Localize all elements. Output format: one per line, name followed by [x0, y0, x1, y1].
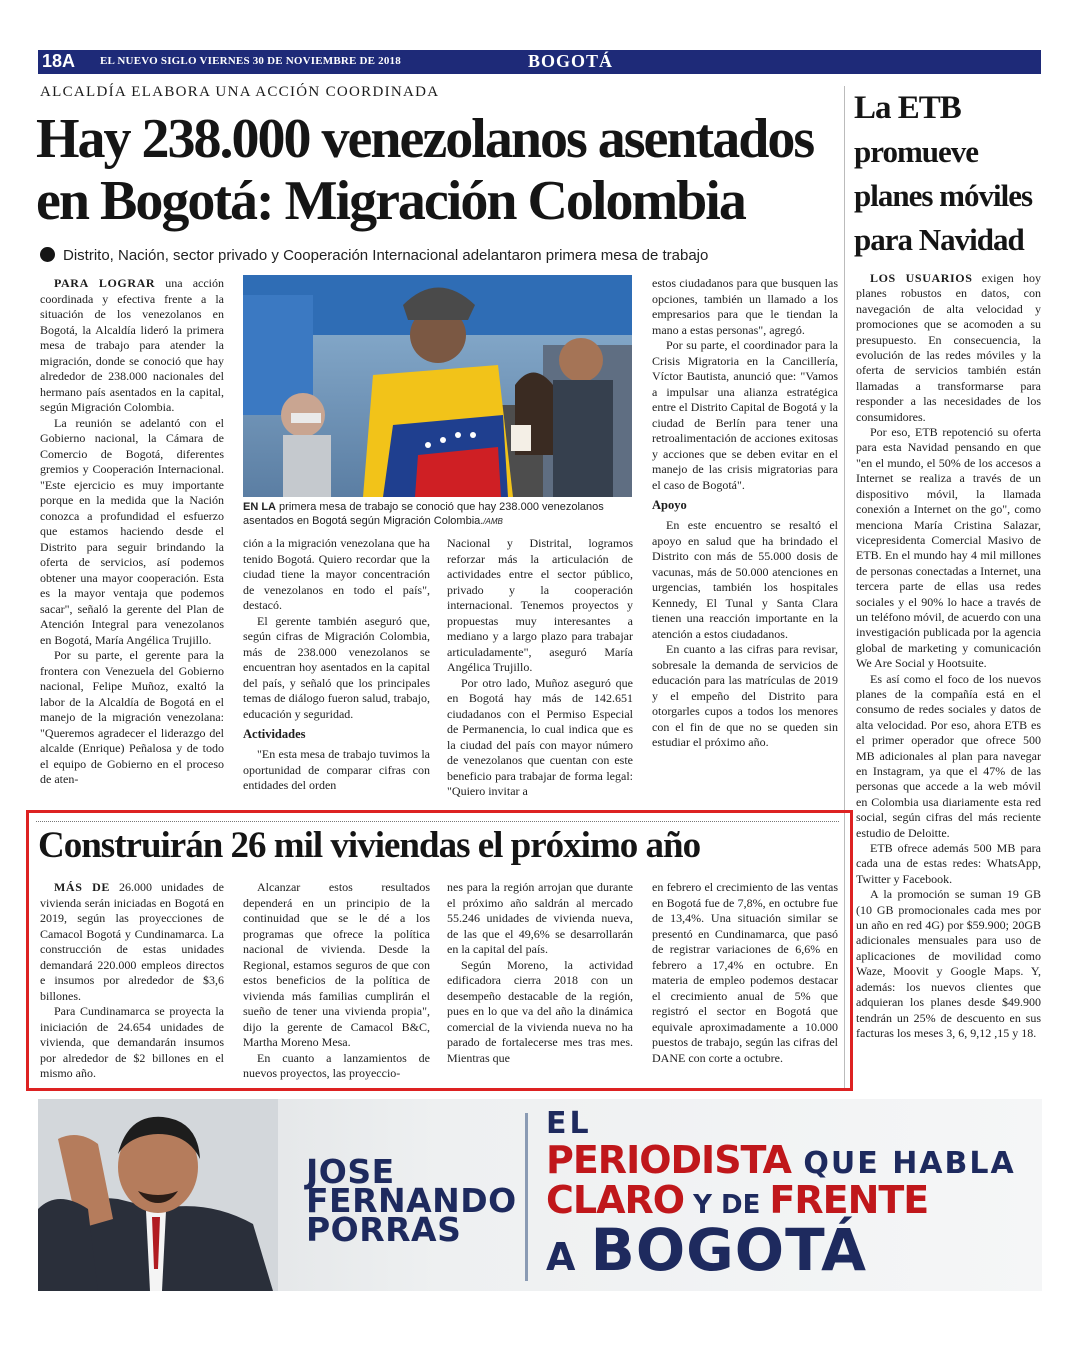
paragraph: Según Moreno, la actividad edificadora cierra 2018 con un desempeño destacable de la región, pues en lo que va del año la dinámica comercial de la vivienda nueva no ha parado de fortalecerse mes tras mes. Mientras que	[447, 957, 633, 1065]
caption-lead: EN LA	[243, 501, 276, 513]
paragraph: Para Cundinamarca se proyecta la iniciación de 24.654 unidades de vivienda, que demandarán insumos por alrededor de $2 billones en el mismo año.	[40, 1004, 224, 1080]
ad-slogan	[546, 1106, 1016, 1284]
caption-text: primera mesa de trabajo se conoció que hay 238.000 venezolanos asentados en Bogotá según Migración Colombia.	[243, 501, 604, 527]
lead-in: LOS USUARIOS	[870, 271, 973, 285]
paragraph: una acción coordinada y efectiva frente a la situación de los venezolanos en Bogotá, la Alcaldía lideró la primera mesa de trabajo para atender la migración, donde se conoció que hay alrededor de 238.000 nacionales del hermano país asentados en la capital, según Migración Colombia.	[40, 276, 224, 414]
main-article-column-1	[40, 276, 224, 808]
slogan-word: FRENTE	[769, 1178, 929, 1222]
paragraph: Por otro lado, Muñoz aseguró que en Bogotá hay más de 142.651 ciudadanos con el Permiso Especial de Permanencia, lo cual indica que es la ciudad del país con mayor número de venezolanos que cuentan con este beneficio para trabajar de forma legal: "Quiero invitar a	[447, 675, 633, 798]
migrants-photo-illustration	[243, 275, 632, 497]
paragraph: en febrero el crecimiento de las ventas en Bogotá fue de 7,8%, en octubre fue de 13,4%. Una situación similar se presentó en Cundinamarca, que pasó de registrar variaciones de 6,6% en febrero a 17,4% en octubre. En materia de empleo podemos destacar el crecimiento anual de 5% que registró el sector en Bogotá que equivale aproximadamente a 10.000 puestos de trabajo, según las cifras del DANE con corte a octubre.	[652, 880, 838, 1065]
paragraph: ETB ofrece además 500 MB para cada una de estas redes: WhatsApp, Twitter y Facebook.	[856, 841, 1041, 886]
page-header-bar	[38, 50, 1041, 74]
bullet-icon	[40, 247, 55, 262]
paragraph: exigen hoy planes robustos en datos, con navegación de alta velocidad y promociones que se acomoden a su presupuesto. En consecuencia, la evolución de las redes móviles y la oferta de servicios también están llamadas a transformarse para responder a las necesidades de los consumidores.	[856, 271, 1041, 424]
paragraph: 26.000 unidades de vivienda serán iniciadas en Bogotá en 2019, según las proyecciones de Camacol Bogotá y Cundinamarca. La construcción de estas unidades demandará 220.000 empleos directos e insumos por alrededor de $3,6 billones.	[40, 880, 224, 1003]
vivienda-column-3	[447, 880, 633, 1080]
paragraph: En cuanto a las cifras para revisar, sobresale la demanda de servicios de educación para las matrículas de 2019 y el empeño del Distrito para otorgarles cupos a todos los menores con el fin de que no se queden sin estudiar el próximo año.	[652, 642, 838, 749]
slogan-line	[546, 1178, 1016, 1222]
paragraph: En este encuentro se resaltó el apoyo en salud que ha brindado el Distrito con más de 55.000 dosis de vacunas, más de 50.000 atenciones en urgencias, también los hospitales Kennedy, El Tunal y Santa Clara tienen una reacción importante en la atención a estos ciudadanos.	[652, 518, 838, 641]
newspaper-date-line: EL NUEVO SIGLO VIERNES 30 DE NOVIEMBRE DE 2018	[100, 55, 401, 67]
paragraph: En cuanto a lanzamientos de nuevos proyectos, las proyeccio-	[243, 1050, 430, 1080]
paragraph: nes para la región arrojan que durante el próximo año saldrán al mercado 55.246 unidades de vivienda nueva, de las que el 49,6% se desarrollarán en la capital del país.	[447, 880, 633, 956]
slogan-word: Y DE	[684, 1190, 770, 1220]
main-article-column-4	[652, 276, 838, 808]
section-heading: Apoyo	[652, 498, 687, 512]
paragraph: "En esta mesa de trabajo tuvimos la oportunidad de comparar cifras con entidades del orden	[243, 747, 430, 792]
paragraph: ción a la migración venezolana que ha tenido Bogotá. Quiero recordar que la ciudad tiene la mayor concentración de venezolanos en todo el país", destacó.	[243, 536, 430, 612]
slogan-word: PERIODISTA	[546, 1138, 791, 1182]
headline-line: para Navidad	[854, 222, 1024, 257]
paragraph: El gerente también aseguró que, según cifras de Migración Colombia, más de 238.000 venezolanos se encuentran hoy asentados en la capital del país, y señaló que los principales temas de diálogo fueron salud, trabajo, educación y seguridad.	[243, 613, 430, 721]
photo-credit: /AMB	[483, 517, 503, 526]
section-name: BOGOTÁ	[528, 51, 614, 71]
slogan-word: CLARO	[546, 1178, 685, 1222]
photo-caption	[243, 500, 633, 529]
paragraph: Alcanzar estos resultados dependerá en un principio de la continuidad que se le dé a los programas que ofrece la política nacional de vivienda. Desde la Regional, estamos seguros de que con estos beneficios de la política de vivienda más familias cumplirán el sueño de tener una vivienda propia", dijo la gerente de Camacol B&C, Martha Moreno Mesa.	[243, 880, 430, 1049]
article-headline: Hay 238.000 venezolanos asentados en Bogotá: Migración Colombia	[36, 108, 814, 232]
paragraph: Por su parte, el gerente para la frontera con Venezuela del Gobierno nacional, Felipe Muñoz, exaltó la labor de la Alcaldía de Bogotá en el manejo de la migración venezolana: "Queremos agradecer el liderazgo del alcalde (Enrique) Peñalosa y de todo el equipo de Gobierno en el proceso de aten-	[40, 648, 224, 786]
main-article-column-3	[447, 536, 633, 808]
headline-line: promueve	[854, 134, 979, 169]
page-number: 18A	[42, 51, 76, 71]
vivienda-column-1	[40, 880, 224, 1080]
slogan-line	[546, 1216, 1016, 1284]
paragraph: A la promoción se suman 19 GB (10 GB promocionales cada mes por un año en red 4G) por $59.900; 20GB adicionales mensuales para uso de aplicaciones de movilidad como Waze, Moovit y Google Maps. Y, además: los nuevos clientes que adquieran los planes desde $49.900 tendrán un 25% de descuento en sus facturas los meses 3, 6, 9,12 ,15 y 18.	[856, 887, 1041, 1040]
article-kicker: ALCALDÍA ELABORA UNA ACCIÓN COORDINADA	[40, 84, 440, 100]
headline-line: La ETB	[854, 90, 961, 126]
etb-article-headline	[854, 86, 1044, 262]
lead-in: PARA LOGRAR	[54, 276, 156, 290]
section-heading: Actividades	[243, 727, 306, 741]
lead-in: MÁS DE	[54, 880, 110, 894]
dotted-separator	[36, 821, 839, 822]
name-line: PORRAS	[306, 1210, 462, 1249]
etb-article-body	[856, 271, 1041, 1086]
name-line: FERNANDO	[306, 1181, 517, 1220]
paragraph: estos ciudadanos para que busquen las opciones, también un llamado a los empresarios para que le tiendan la mano a estas personas", agregó.	[652, 276, 838, 337]
slogan-line: EL	[546, 1106, 592, 1141]
slogan-line	[546, 1138, 1016, 1182]
paragraph: Por eso, ETB repotenció su oferta para esta Navidad pensando en que "en el mundo, el 50% de los accesos a Internet se realiza a través de un dispositivo móvil, la llamada conexión a Internet on the go", como menciona María Cristina Salazar, vicepresidenta Comercial Masivo de ETB. En el mundo hay 4 mil millones de personas conectadas a Internet, una tercera parte de ellas usa redes sociales y el 90% lo hace a través de un teléfono móvil, de acuerdo con una investigación publicada por la agencia global de marketing y comunicación We Are Social y Hootsuite.	[856, 425, 1041, 671]
vivienda-headline: Construirán 26 mil viviendas el próximo año	[38, 825, 701, 866]
paragraph: Es así como el foco de los nuevos planes de la compañía está en el consumo de redes sociales y datos de alta velocidad. Por eso, ahora ETB es el primer operador que ofrece 500 MB adicionales al plan para navegar en Instagram, ya que el 47% de las personas que accede a la web móvil en Colombia usa diariamente esta red social, según cifras del más reciente estudio de Deloitte.	[856, 671, 1041, 840]
paragraph: Nacional y Distrital, logramos reforzar más la articulación de actividades entre el sector público, privado y la cooperación internacional. Tenemos proyectos y propuestas muy interesantes a mediano y a largo plazo para trabajar articuladamente", aseguró María Angélica Trujillo.	[447, 536, 633, 674]
advertisement-banner	[38, 1099, 1042, 1291]
slogan-word: QUE HABLA	[790, 1146, 1016, 1181]
paragraph: Por su parte, el coordinador para la Crisis Migratoria en la Cancillería, Víctor Bautista, anunció que: "Vamos a impulsar una alianza estratégica entre el Distrito Capital de Bogotá y la ciudad de Berlín para tener una retroalimentación de acciones exitosas y acciones que se deben evitar en el manejo de las crisis migratorias para el caso de Bogotá".	[652, 338, 838, 492]
vivienda-column-4	[652, 880, 838, 1080]
ad-divider	[525, 1113, 528, 1281]
main-article-column-2	[243, 536, 430, 808]
candidate-name	[306, 1152, 517, 1249]
headline-line: planes móviles	[854, 178, 1033, 213]
slogan-word: A	[546, 1235, 591, 1279]
slogan-word: BOGOTÁ	[590, 1216, 868, 1284]
vivienda-column-2	[243, 880, 430, 1080]
subhead-text: Distrito, Nación, sector privado y Cooperación Internacional adelantaron primera mesa de trabajo	[63, 247, 709, 264]
name-line: JOSE	[306, 1152, 395, 1191]
paragraph: La reunión se adelantó con el Gobierno nacional, la Cámara de Comercio de Bogotá, diferentes gremios y Cooperación Internacional. "Este ejercicio es muy importante porque en la medida que la Nación conozca a profundidad el esfuerzo que estamos haciendo desde el Distrito para seguir brindando la oferta de servicios, así podemos obtener una mayor cooperación. Esta es la mayor ventaja que podemos sacar", señaló la gerente del Plan de Atención Integral para venezolanos en Bogotá, María Angélica Trujillo.	[40, 415, 224, 647]
candidate-portrait	[38, 1099, 278, 1291]
article-subhead	[40, 247, 840, 264]
article-photo	[243, 275, 632, 497]
